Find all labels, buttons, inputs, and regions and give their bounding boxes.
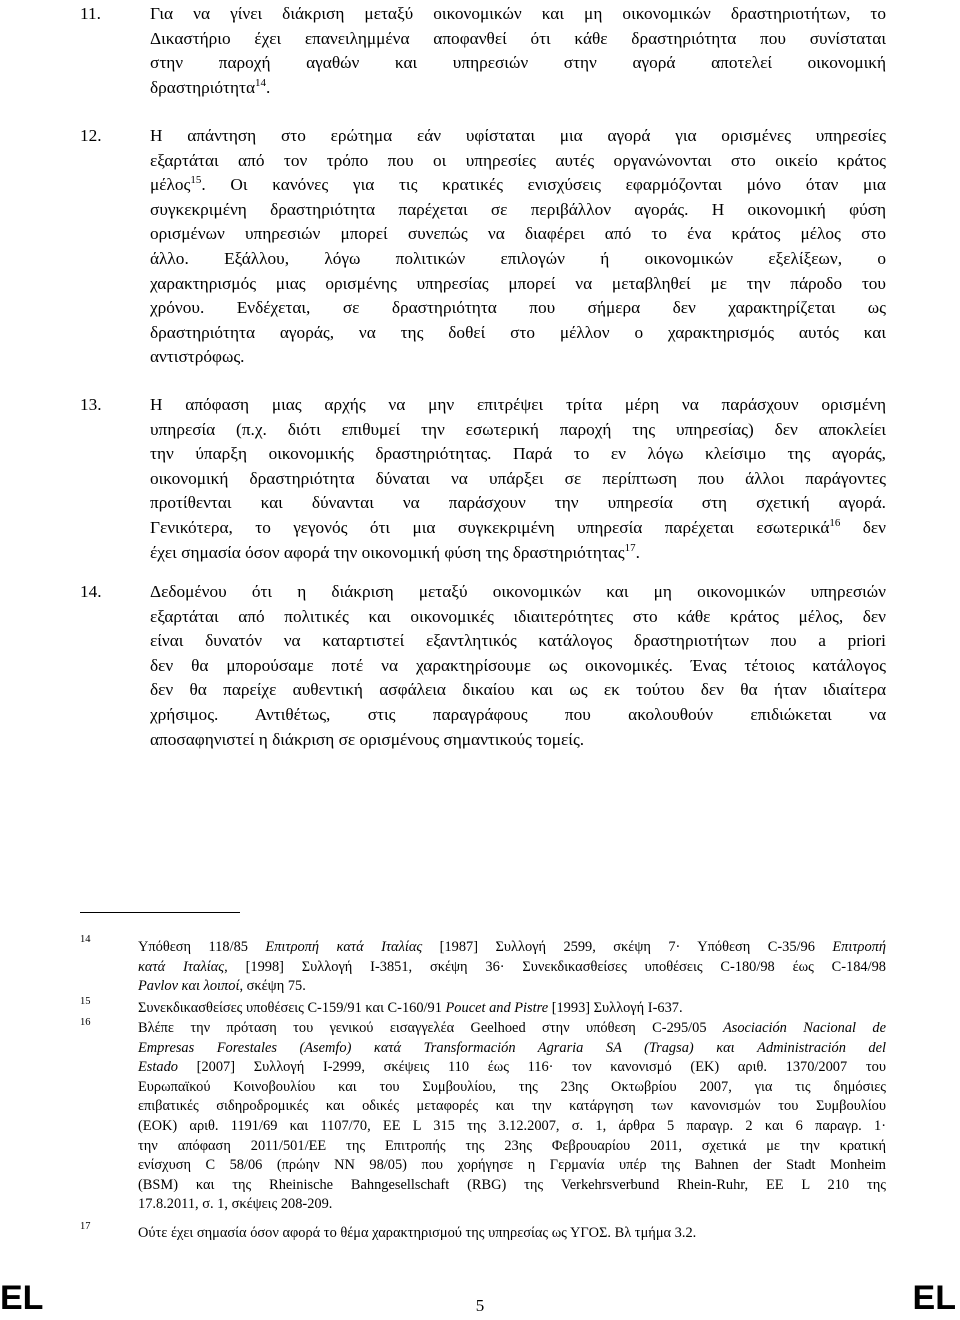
text-line: Για να γίνει διάκριση μεταξύ οικονομικών και μη οικονομικών δραστηριοτήτων, το: [150, 4, 886, 23]
text-line: άλλο. Εξάλλου, λόγω πολιτικών επιλογών ή οικονομικών εξελίξεων, ο: [150, 248, 886, 268]
footnote-line: Βλέπε την πρόταση του γενικού εισαγγελέα Geelhoed στην υπόθεση C-295/05 Asociación Nacional de: [138, 1020, 887, 1036]
footnote-number: 14: [80, 934, 91, 945]
text-line: εξαρτάται από τον τρόπο που οι υπηρεσίες αυτές οργανώνονται στο οικείο κράτος: [150, 150, 886, 170]
paragraph-11: [150, 2, 886, 100]
text-line: Δικαστήριο έχει επανειλημμένα αποφανθεί ότι κάθε δραστηριότητα που συνίσταται: [150, 28, 886, 48]
footnote-line: την απόφαση 2011/501/ΕΕ της Επιτροπής της 23ης Φεβρουαρίου 2011, σχετικά με την κρατική: [138, 1137, 886, 1154]
paragraph-number: 13.: [80, 395, 102, 414]
footnote-line: Ευρωπαϊκού Κοινοβουλίου και του Συμβουλίου, της 23ης Οκτωβρίου 2007, για τις δημόσιες: [138, 1078, 886, 1095]
footnote-line: (BSM) και της Rheinische Bahngesellschaft (RBG) της Verkehrsverbund Rhein-Ruhr, ΕΕ L 210 της: [138, 1176, 886, 1193]
footnote-17: [138, 1224, 886, 1244]
paragraph-number: 12.: [80, 126, 102, 145]
footnote-line: Empresas Forestales (Asemfo) κατά Transformación Agraria SA (Tragsa) και Administración del: [138, 1039, 886, 1056]
paragraph-12: [150, 124, 886, 370]
text-line: Δεδομένου ότι η διάκριση μεταξύ οικονομικών και μη οικονομικών υπηρεσιών: [150, 582, 886, 601]
text-line: αντιστρόφως.: [150, 347, 245, 367]
footnote-number: 17: [80, 1221, 91, 1232]
footnote-line: Pavlov και λοιποί, σκέψη 75.: [138, 978, 306, 995]
text-line: χρήσιμος. Αντιθέτως, στις παραγράφους που ακολουθούν επιδιώκεται να: [150, 704, 886, 724]
footnote-line: 17.8.2011, σ. 1, σκέψεις 208-209.: [138, 1196, 333, 1213]
footnote-line: Υπόθεση 118/85 Επιτροπή κατά Ιταλίας [1987] Συλλογή 2599, σκέψη 7· Υπόθεση C-35/96 Επιτροπή: [138, 939, 886, 955]
text-line: Η απόφαση μιας αρχής να μην επιτρέψει τρίτα μέρη να παράσχουν ορισμένη: [150, 395, 886, 414]
footnote-line: (ΕΟΚ) αριθ. 1191/69 και 1107/70, ΕΕ L 315 της 3.12.2007, σ. 1, άρθρα 5 παραγρ. 2 και 6 παραγρ. 1·: [138, 1117, 886, 1134]
page-number: 5: [475, 1296, 485, 1315]
text-line: συγκεκριμένη δραστηριότητα παρέχεται σε περιβάλλον αγοράς. Η οικονομική φύση: [150, 199, 886, 219]
footnote-15: [138, 999, 886, 1019]
paragraph-14: [150, 580, 886, 752]
footnote-line: Estado [2007] Συλλογή I-2999, σκέψεις 110 έως 116· τον κανονισμό (ΕΚ) αριθ. 1370/2007 του: [138, 1059, 886, 1076]
text-line: αποσαφηνιστεί η διάκριση σε ορισμένους σημαντικούς τομείς.: [150, 729, 585, 749]
footnote-number: 16: [80, 1017, 91, 1028]
footnote-14: [138, 938, 886, 997]
footnote-line: ενίσχυση C 58/06 (πρώην NN 98/05) που χορήγησε η Γερμανία υπέρ της Bahnen der Stadt Monheim: [138, 1157, 886, 1174]
footnote-ref: 14: [255, 77, 267, 90]
text-line: εξαρτάται από πολιτικές και οικονομικές ιδιαιτερότητες στο κάθε κράτος μέλος, δεν: [150, 606, 886, 626]
text-line: την ύπαρξη οικονομικής δραστηριότητας. Παρά το εν λόγω κλείσιμο της αγοράς,: [150, 444, 886, 464]
footnote-line: κατά Ιταλίας, [1998] Συλλογή I-3851, σκέψη 36· Συνεκδικασθείσες υποθέσεις C-180/98 έως C-184/98: [138, 958, 886, 975]
text-line: μέλος$^{15}$. Οι κανόνες για τις κρατικές ενισχύσεις εφαρμόζονται μόνο όταν μια: [150, 174, 886, 195]
text-line: οικονομική δραστηριότητα δύναται να υπάρξει σε περίπτωση που άλλοι παράγοντες: [150, 468, 886, 488]
footnote-line: Συνεκδικασθείσες υποθέσεις C-159/91 και C-160/91 Poucet and Pistre [1993] Συλλογή I-637.: [138, 1000, 683, 1016]
text-line: δραστηριότητα$^{14}$.: [150, 77, 271, 97]
text-line: δεν θα παρείχε αυθεντική ασφάλεια δικαίου και ως εκ τούτου δεν θα ήταν ιδιαίτερα: [150, 680, 886, 700]
footnote-ref: 15: [190, 174, 202, 187]
text-line: ορισμένων υπηρεσιών μπορεί συνεπώς να διαφέρει από το ένα κράτος μέλος στο: [150, 224, 886, 244]
language-code-right: EL: [912, 1279, 956, 1317]
text-line: είναι δυνατόν να καταρτιστεί εξαντλητικός κατάλογος δραστηριοτήτων που a priori: [150, 631, 886, 651]
paragraph-number: 11.: [80, 4, 101, 23]
text-line: δραστηριότητα αγοράς, να της δοθεί στο μέλλον ο χαρακτηρισμός αυτός και: [150, 322, 886, 342]
text-line: χρόνου. Ενδέχεται, σε δραστηριότητα που σήμερα δεν χαρακτηρίζεται ως: [150, 298, 886, 318]
footnote-ref: 16: [829, 517, 841, 530]
text-line: χαρακτηρισμός μιας ορισμένης υπηρεσίας μπορεί να μεταβληθεί με την πάροδο του: [150, 273, 886, 293]
footnote-ref: 17: [624, 541, 636, 554]
footnote-line: επιβατικές σιδηροδρομικές και οδικές μεταφορές και την κατάργηση των κανονισμών του Συμβουλίου: [138, 1098, 886, 1115]
text-line: Γενικότερα, το γεγονός ότι μια συγκεκριμένη υπηρεσία παρέχεται εσωτερικά$^{16}$ δεν: [150, 517, 886, 537]
text-line: δεν θα μπορούσαμε ποτέ να χαρακτηρίσουμε ως οικονομικές. Ένας τέτοιος κατάλογος: [150, 655, 886, 675]
text-line: υπηρεσία (π.χ. διότι επιθυμεί την εσωτερική παροχή της υπηρεσίας) δεν αποκλείει: [150, 419, 886, 439]
footnote-line: Ούτε έχει σημασία όσον αφορά το θέμα χαρακτηρισμού της υπηρεσίας ως ΥΓΟΣ. Βλ τμήμα 3.2.: [138, 1225, 697, 1241]
text-line: Η απάντηση στο ερώτημα εάν υφίσταται μια αγορά για ορισμένες υπηρεσίες: [150, 126, 886, 145]
language-code-left: EL: [0, 1279, 44, 1317]
text-line: προτίθενται και δύνανται να παράσχουν την υπηρεσία στη σχετική αγορά.: [150, 493, 886, 513]
footnote-16: [138, 1019, 886, 1215]
text-line: έχει σημασία όσον αφορά την οικονομική φύση της δραστηριότητας$^{17}$.: [150, 541, 640, 562]
footnote-separator: [80, 912, 240, 913]
paragraph-number: 14.: [80, 582, 102, 601]
text-line: στην παροχή αγαθών και υπηρεσιών στην αγορά αποτελεί οικονομική: [150, 53, 886, 73]
paragraph-13: [150, 393, 886, 565]
footnote-number: 15: [80, 996, 91, 1007]
